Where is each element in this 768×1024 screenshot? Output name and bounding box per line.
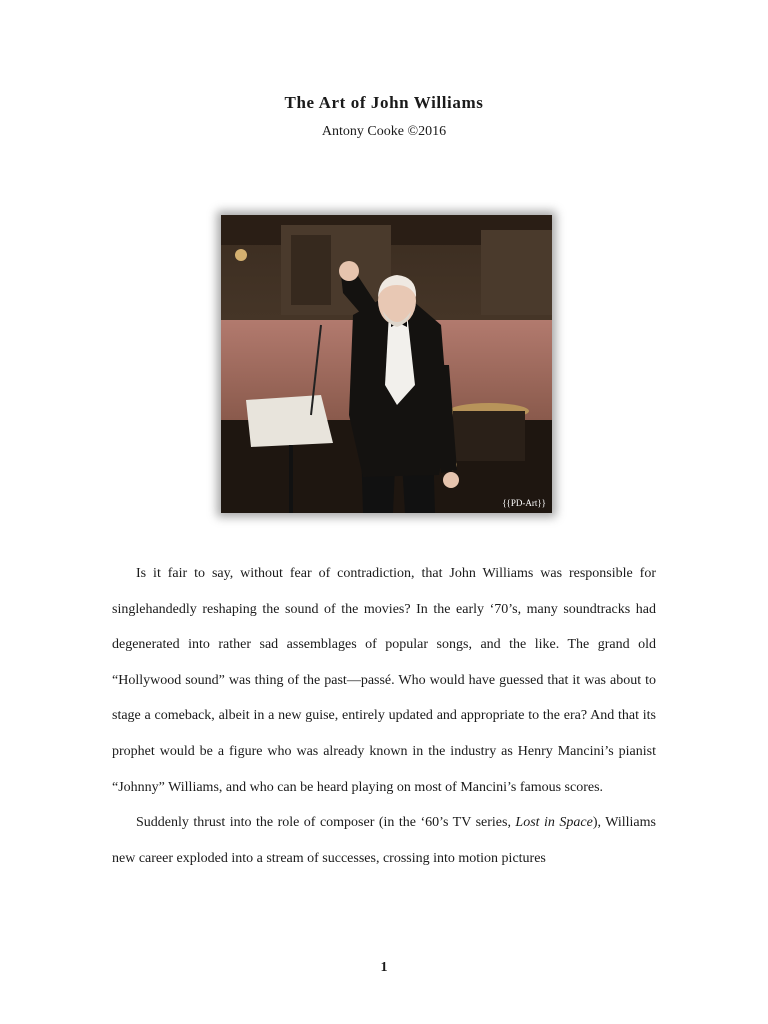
document-title: The Art of John Williams	[284, 93, 484, 112]
conductor-photo	[221, 215, 552, 513]
paragraph: Is it fair to say, without fear of contradiction, that John Williams was responsible for singlehandedly reshaping the sound of the movies? In the early ‘70’s, many soundtracks had degenerated into rather sad assemblages of popular songs, and the like. The grand old “Hollywood sound” was thing of the past—passé. Who would have guessed that it was about to stage a comeback, albeit in a new guise, entirely updated and appropriate to the era? And that its prophet would be a figure who was already known in the industry as Henry Mancini’s pianist “Johnny” Williams, and who can be heard playing on most of Mancini’s famous scores.	[112, 566, 656, 795]
paragraph-text: ), Williams new career exploded into a stream of successes, crossing into motion pictures	[112, 815, 656, 866]
author-byline: Antony Cooke ©2016	[321, 124, 447, 139]
article-body	[112, 556, 656, 876]
series-title: Lost in Space	[515, 815, 593, 831]
photo-credit: {{PD-Art}}	[502, 498, 546, 508]
conductor-photo-image	[221, 215, 552, 513]
page-number: 1	[380, 960, 388, 975]
paragraph	[112, 805, 656, 876]
paragraph-text: Suddenly thrust into the role of composer (in the ‘60’s TV series,	[136, 815, 516, 831]
